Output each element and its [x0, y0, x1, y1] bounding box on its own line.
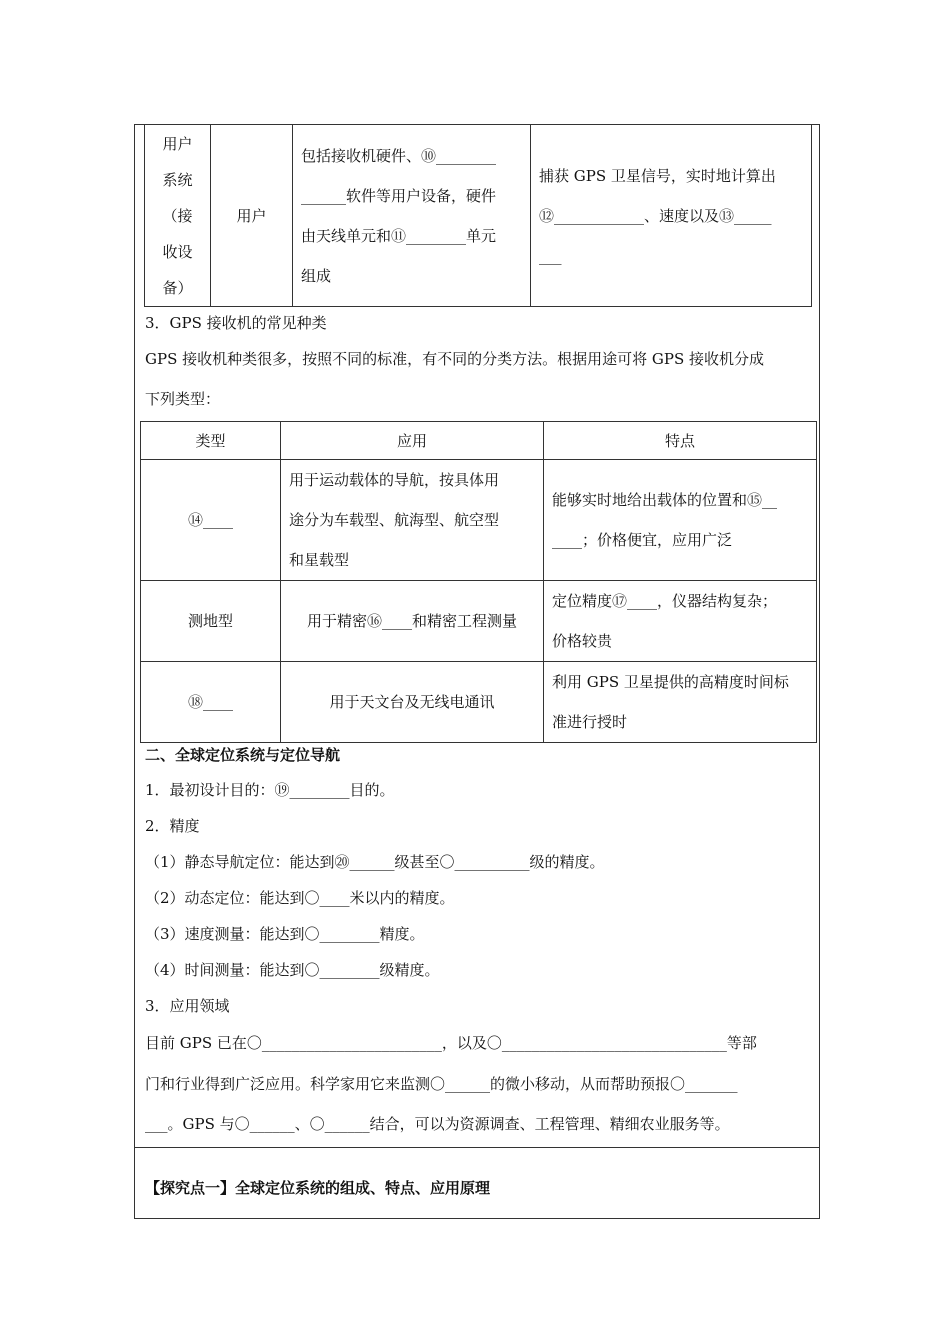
features-line: 利用 GPS 卫星提供的高精度时间标: [552, 673, 789, 691]
features-line: 能够实时地给出载体的位置和⑮__: [552, 491, 778, 509]
features-line: ____；价格便宜，应用广泛: [552, 531, 733, 549]
features-line: 价格较贵: [552, 632, 613, 650]
section-3-paragraph: 下列类型：: [145, 390, 221, 408]
body-line: ___。GPS 与〇______、〇______结合，可以为资源调查、工程管理、精细农业服务等。: [145, 1115, 730, 1133]
features-line: 准进行授时: [552, 713, 628, 731]
features-cell: [544, 662, 817, 743]
section-divider: [134, 1147, 820, 1148]
section-3-paragraph: GPS 接收机种类很多，按照不同的标准，有不同的分类方法。根据用途可将 GPS 接收机分成: [145, 350, 765, 368]
header-application: 应用: [281, 422, 544, 460]
features-line: 定位精度⑰____，仪器结构复杂；: [552, 592, 778, 610]
header-features: 特点: [544, 422, 817, 460]
function-line: 捕获 GPS 卫星信号，实时地计算出: [539, 166, 776, 185]
composition-line: ______软件等用户设备，硬件: [301, 186, 497, 205]
body-line: 目前 GPS 已在〇________________________，以及〇______________________________等部: [145, 1034, 757, 1052]
application-line: 途分为车载型、航海型、航空型: [289, 511, 500, 529]
body-line: 门和行业得到广泛应用。科学家用它来监测〇______的微小移动，从而帮助预报〇_______: [145, 1075, 738, 1093]
application-line: 用于天文台及无线电通讯: [329, 693, 495, 711]
receiver-types-table: [140, 421, 817, 743]
type-cell: 测地型: [141, 581, 281, 662]
system-line: 备）: [162, 278, 193, 297]
explore-point-heading: 【探究点一】全球定位系统的组成、特点、应用原理: [145, 1179, 491, 1197]
composition-line: 由天线单元和⑪________单元: [301, 226, 497, 245]
application-line: 用于运动载体的导航，按具体用: [289, 471, 500, 489]
type-cell: ⑭____: [141, 460, 281, 581]
type-cell: ⑱____: [141, 662, 281, 743]
composition-line: 包括接收机硬件、⑩________: [301, 146, 497, 165]
function-cell: [531, 125, 812, 307]
body-line: 2．精度: [145, 817, 200, 835]
application-cell: [281, 460, 544, 581]
function-line: ⑫____________、速度以及⑬_____: [539, 206, 772, 225]
composition-cell: [293, 125, 531, 307]
body-line: （2）动态定位：能达到〇____米以内的精度。: [145, 889, 455, 907]
system-line: 收设: [162, 242, 193, 261]
application-cell: [281, 581, 544, 662]
application-cell: [281, 662, 544, 743]
composition-line: 组成: [301, 266, 332, 285]
system-cell: [145, 125, 211, 307]
features-cell: [544, 581, 817, 662]
system-line: （接: [162, 206, 193, 225]
user-system-table: [144, 124, 812, 307]
body-line: 1．最初设计目的：⑲________目的。: [145, 781, 395, 799]
body-line: （3）速度测量：能达到〇________精度。: [145, 925, 425, 943]
section-3-title: 3．GPS 接收机的常见种类: [145, 314, 327, 332]
body-line: （4）时间测量：能达到〇________级精度。: [145, 961, 440, 979]
body-line: （1）静态导航定位：能达到⑳______级甚至〇__________级的精度。: [145, 853, 605, 871]
name-cell: 用户: [211, 125, 293, 307]
features-cell: [544, 460, 817, 581]
system-line: 系统: [162, 170, 193, 189]
header-type: 类型: [141, 422, 281, 460]
system-line: 用户: [162, 134, 193, 153]
function-line: ___: [539, 246, 562, 265]
part-2-heading: 二、全球定位系统与定位导航: [145, 746, 341, 764]
application-line: 和星载型: [289, 551, 350, 569]
body-line: 3．应用领域: [145, 997, 230, 1015]
application-line: 用于精密⑯____和精密工程测量: [306, 612, 517, 630]
